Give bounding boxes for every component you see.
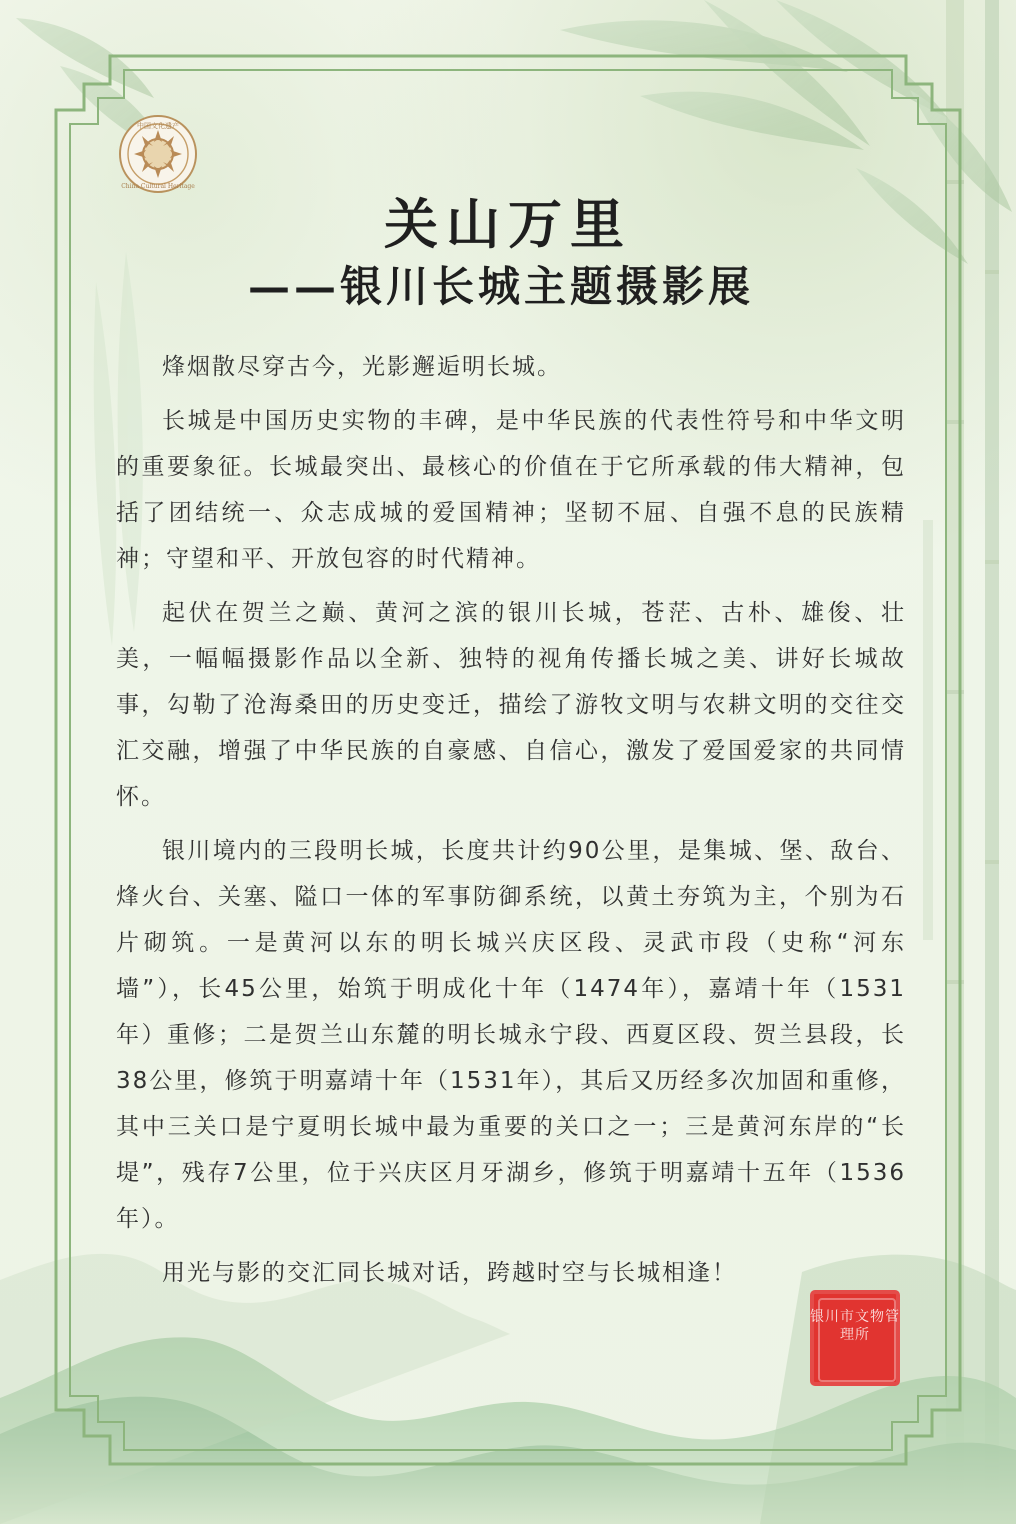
paragraph-5: 用光与影的交汇同长城对话，跨越时空与长城相逢！ xyxy=(162,1260,737,1286)
page-title: 关山万里 xyxy=(384,192,632,256)
paragraph-3: 起伏在贺兰之巅、黄河之滨的银川长城，苍茫、古朴、雄俊、壮美，一幅幅摄影作品以全新、独特的视角传播长城之美、讲好长城故事，勾勒了沧海桑田的历史变迁，描绘了游牧文明与农耕文明的交往交汇交融，增强了中华民族的自豪感、自信心，激发了爱国爱家的共同情怀。 xyxy=(116,600,906,810)
svg-text:中国文化遗产: 中国文化遗产 xyxy=(137,122,179,130)
red-seal-stamp-icon xyxy=(810,1290,900,1386)
seal-text: 银川市文物管理所 xyxy=(810,1309,900,1343)
page-subtitle: ——银川长城主题摄影展 xyxy=(248,262,755,311)
svg-text:China Cultural Heritage: China Cultural Heritage xyxy=(121,183,195,190)
paragraph-4: 银川境内的三段明长城，长度共计约90公里，是集城、堡、敌台、烽火台、关塞、隘口一体的军事防御系统，以黄土夯筑为主，个别为石片砌筑。一是黄河以东的明长城兴庆区段、灵武市段（史称“河东墙”），长45公里，始筑于明成化十年（1474年），嘉靖十年（1531年）重修；二是贺兰山东麓的明长城永宁段、西夏区段、贺兰县段，长38公里，修筑于明嘉靖十年（1531年），其后又历经多次加固和重修，其中三关口是宁夏明长城中最为重要的关口之一；三是黄河东岸的“长堤”，残存7公里，位于兴庆区月牙湖乡，修筑于明嘉靖十五年（1536年）。 xyxy=(116,838,906,1232)
paragraph-1: 烽烟散尽穿古今，光影邂逅明长城。 xyxy=(162,354,562,380)
article-body xyxy=(116,344,906,1304)
paragraph-2: 长城是中国历史实物的丰碑，是中华民族的代表性符号和中华文明的重要象征。长城最突出、最核心的价值在于它所承载的伟大精神，包括了团结统一、众志成城的爱国精神；坚韧不屈、自强不息的民族精神；守望和平、开放包容的时代精神。 xyxy=(116,408,906,572)
